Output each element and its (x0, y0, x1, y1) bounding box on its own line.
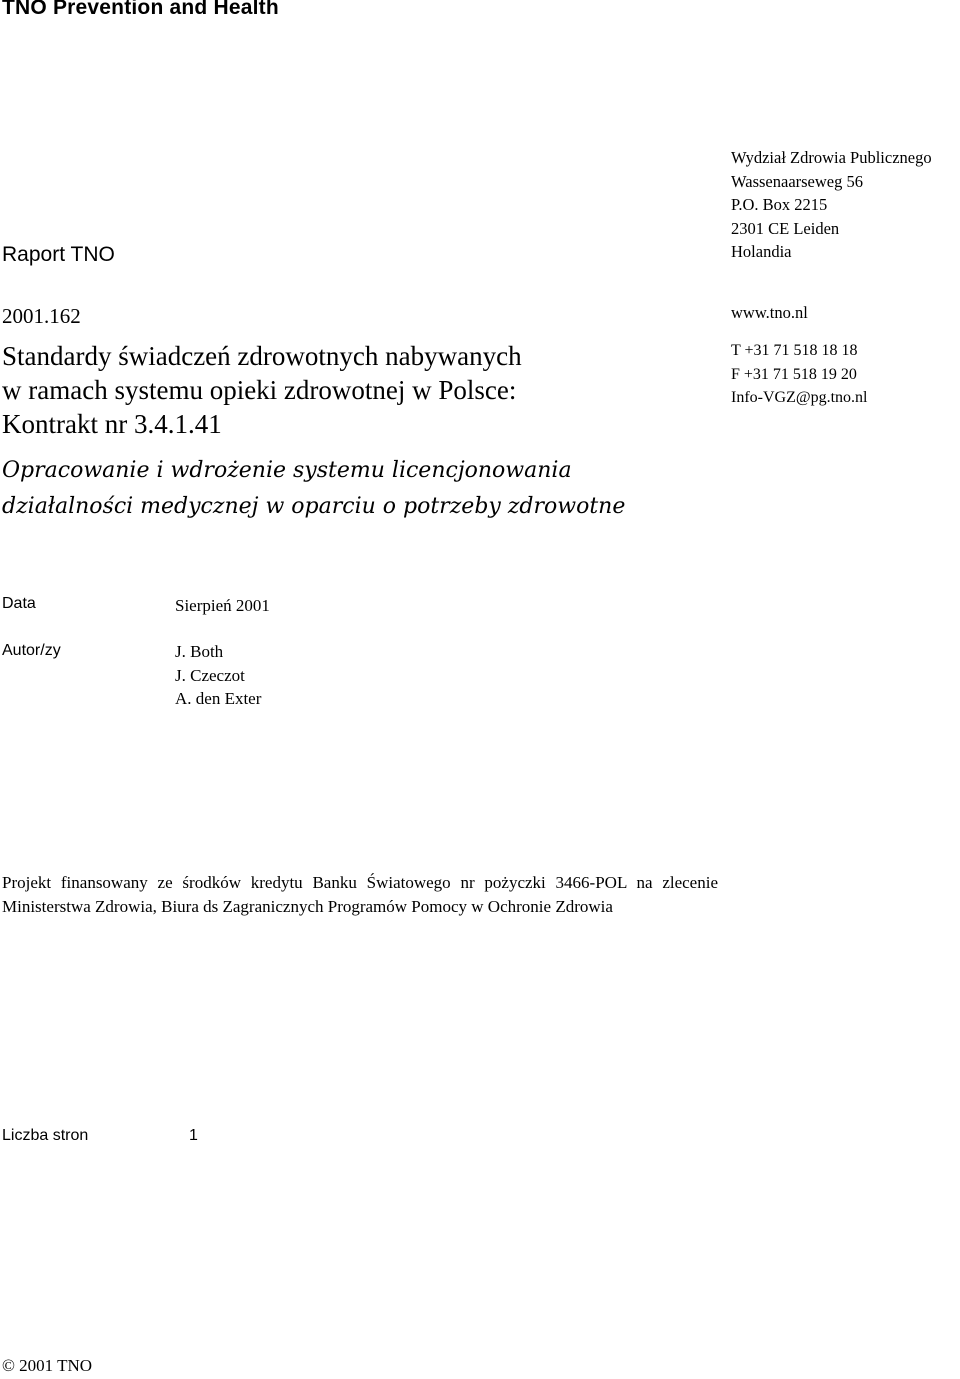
address-line: P.O. Box 2215 (731, 195, 828, 214)
email-link[interactable]: Info-VGZ@pg.tno.nl (731, 389, 868, 406)
website-link[interactable]: www.tno.nl (731, 303, 808, 322)
page-count-label: Liczba stron (2, 1127, 89, 1144)
authors-list (175, 640, 261, 711)
author-name: J. Czeczot (175, 665, 245, 685)
address-line: Wassenaarseweg 56 (731, 171, 863, 191)
authors-label: Autor/zy (2, 642, 61, 659)
address-line: 2301 CE Leiden (731, 218, 840, 238)
author-name: A. den Exter (175, 689, 262, 708)
address-line: Holandia (731, 242, 792, 261)
date-value: Sierpień 2001 (175, 596, 270, 615)
report-label: Raport TNO (2, 243, 115, 266)
page-count-value: 1 (189, 1127, 198, 1144)
fax-number: F +31 71 518 19 20 (731, 365, 857, 383)
subtitle-line: Opracowanie i wdrożenie systemu licencjonowania (2, 458, 572, 483)
title-line: Kontrakt nr 3.4.1.41 (2, 409, 222, 439)
contact-block (731, 339, 868, 410)
address-line: Wydział Zdrowia Publicznego (731, 148, 932, 167)
report-title (2, 339, 642, 441)
report-number: 2001.162 (2, 304, 81, 328)
funding-note: Projekt finansowany ze środków kredytu Banku Światowego nr pożyczki 3466-POL na zlecenie Ministerstwa Zdrowia, Biura ds Zagranicznych Programów Pomocy w Ochronie Zdrowia (2, 873, 718, 916)
subtitle-line: działalności medycznej w oparciu o potrzeby zdrowotne (2, 494, 626, 519)
phone-number: T +31 71 518 18 18 (731, 342, 858, 359)
copyright-notice: © 2001 TNO (2, 1356, 93, 1375)
address-block (731, 146, 932, 264)
date-label: Data (2, 595, 36, 612)
report-subtitle (2, 453, 625, 525)
title-line: Standardy świadczeń zdrowotnych nabywanych (2, 341, 522, 371)
title-line: w ramach systemu opieki zdrowotnej w Polsce: (2, 375, 517, 405)
author-name: J. Both (175, 642, 224, 661)
organization-logo-text: TNO Prevention and Health (2, 0, 279, 19)
